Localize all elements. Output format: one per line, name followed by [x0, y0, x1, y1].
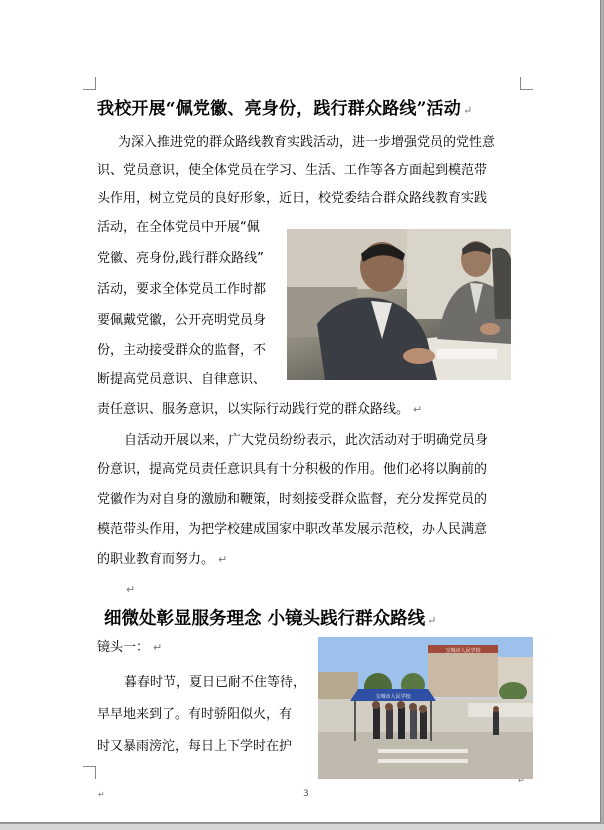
article1-line[interactable]: 识、党员意识，使全体党员在学习、生活、工作等各方面起到模范带: [97, 163, 488, 178]
party-members-photo-illustration: [287, 229, 511, 380]
party-members-photo: [287, 229, 511, 380]
paragraph-mark: ↵: [518, 776, 525, 785]
article2-title[interactable]: 细微处彰显服务理念 小镜头践行群众路线 ↵: [104, 609, 437, 629]
article1-line[interactable]: 模范带头作用，为把学校建成国家中职改革发展示范校，办人民满意: [97, 522, 488, 537]
article1-line[interactable]: 的职业教育而努力。 ↵: [97, 552, 228, 567]
article1-line[interactable]: 活动，要求全体党员工作时都: [97, 282, 267, 297]
school-gate-photo: [318, 637, 533, 779]
article2-line[interactable]: 暮春时节，夏日已耐不住等待，: [124, 675, 307, 690]
article1-line[interactable]: 党徽作为对自身的激励和鞭策，时刻接受群众监督，充分发挥党员的: [97, 492, 488, 507]
article1-line[interactable]: 活动，在全体党员中开展“佩: [97, 220, 260, 235]
crop-mark-top-left: [83, 77, 96, 90]
empty-paragraph[interactable]: ↵: [126, 583, 136, 596]
article1-line[interactable]: 自活动开展以来，广大党员纷纷表示，此次活动对于明确党员身: [124, 433, 489, 448]
article1-title[interactable]: 我校开展“佩党徽、亮身份，践行群众路线”活动 ↵: [97, 99, 473, 119]
article1-line[interactable]: 要佩戴党徽，公开亮明党员身: [97, 313, 267, 328]
article1-line[interactable]: 党徽、亮身份,践行群众路线”: [97, 251, 264, 266]
crop-mark-bottom-left: [83, 766, 96, 779]
article1-line[interactable]: 断提高党员意识、自律意识、: [97, 372, 267, 387]
article1-line[interactable]: 责任意识、服务意识，以实际行动践行党的群众路线。 ↵: [97, 402, 423, 417]
tent-banner-text: 宝城市人民学校: [375, 694, 411, 700]
article1-line[interactable]: 份，主动接受群众的监督，不: [97, 343, 267, 358]
crop-mark-top-right: [520, 77, 533, 90]
school-gate-photo-illustration: [318, 637, 533, 779]
article1-line[interactable]: 头作用，树立党员的良好形象，近日，校党委结合群众路线教育实践: [97, 191, 488, 206]
article2-line[interactable]: 早早地来到了。有时骄阳似火，有: [97, 707, 293, 722]
article1-line[interactable]: 为深入推进党的群众路线教育实践活动，进一步增强党员的党性意: [118, 135, 496, 150]
building-sign-text: 宝城市人民学校: [445, 648, 481, 654]
paragraph-mark: ↵: [98, 790, 105, 799]
page-number: 3: [303, 789, 309, 799]
article1-line[interactable]: 份意识，提高党员责任意识具有十分积极的作用。他们必将以胸前的: [97, 462, 488, 477]
article2-line[interactable]: 镜头一： ↵: [97, 640, 163, 655]
article2-line[interactable]: 时又暴雨滂沱，每日上下学时在护: [97, 739, 293, 754]
